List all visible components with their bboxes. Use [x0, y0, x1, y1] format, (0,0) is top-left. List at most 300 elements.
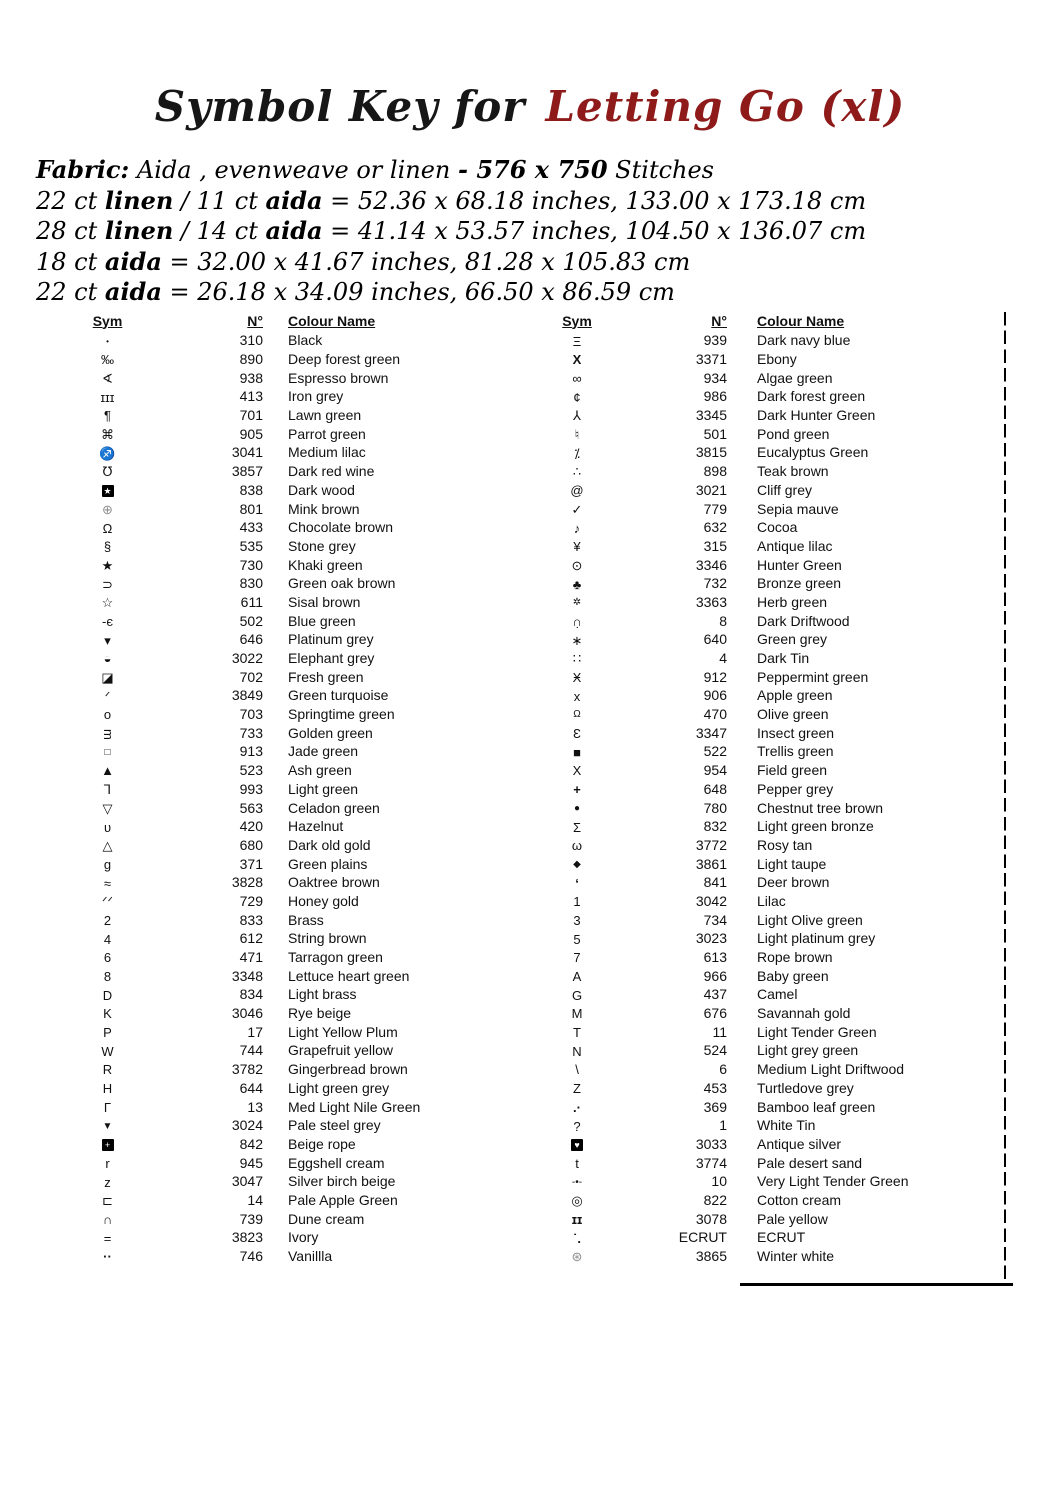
- colour-name-cell: Jade green: [288, 743, 359, 760]
- table-row: [552, 593, 1010, 612]
- number-cell: 954: [703, 762, 727, 779]
- stitch-symbol: +: [102, 1139, 114, 1151]
- table-row: [552, 742, 1010, 761]
- colour-name-cell: Medium lilac: [288, 444, 366, 461]
- colour-name-cell: Rye beige: [288, 1005, 352, 1022]
- stitch-symbol: A: [572, 969, 582, 985]
- dashed-right-border: [1004, 312, 1006, 1283]
- colour-name-cell: Celadon green: [288, 799, 380, 816]
- colour-name-cell: Oaktree brown: [288, 874, 380, 891]
- table-row: [80, 1022, 540, 1041]
- stitch-symbol: z: [104, 1174, 111, 1190]
- colour-name-cell: Grapefruit yellow: [288, 1042, 394, 1059]
- number-cell: 11: [712, 1023, 727, 1040]
- symbol-cell: [80, 1117, 135, 1133]
- number-cell: 471: [239, 949, 263, 966]
- colour-name-cell: Light taupe: [757, 855, 827, 872]
- symbol-cell: [552, 949, 602, 965]
- number-cell: 841: [703, 874, 727, 891]
- stitch-symbol: .·: [573, 1099, 581, 1115]
- table-row: [80, 350, 540, 369]
- stitch-symbol: ᐟᐟ: [101, 894, 113, 910]
- colour-name-cell: Dark wood: [288, 481, 355, 498]
- colour-name-cell: Light platinum grey: [757, 930, 876, 947]
- symbol-cell: [80, 538, 135, 554]
- symbol-cell: [80, 856, 135, 872]
- table-row: [80, 686, 540, 705]
- symbol-cell: [552, 912, 602, 928]
- number-cell: 905: [239, 425, 263, 442]
- number-cell: 632: [703, 519, 727, 536]
- symbol-cell: [80, 781, 135, 797]
- table-row: [80, 836, 540, 855]
- table-row: [80, 910, 540, 929]
- number-cell: 13: [247, 1098, 263, 1115]
- table-row: [552, 1191, 1010, 1210]
- symbol-cell: [552, 968, 602, 984]
- colour-name-cell: Chocolate brown: [288, 519, 394, 536]
- symbol-cell: [80, 949, 135, 965]
- symbol-cell: [552, 463, 602, 479]
- stitch-symbol: Ξ: [572, 333, 582, 349]
- number-cell: 734: [703, 911, 727, 928]
- number-cell: 3041: [231, 444, 263, 461]
- colour-name-cell: Cotton cream: [757, 1191, 842, 1208]
- symbol-cell: [552, 575, 602, 591]
- colour-name-cell: Honey gold: [288, 892, 359, 909]
- table-row: [552, 1116, 1010, 1135]
- number-cell: 310: [239, 332, 263, 349]
- number-cell: 420: [239, 818, 263, 835]
- symbol-cell: [552, 706, 602, 722]
- number-cell: 832: [703, 818, 727, 835]
- colour-name-cell: Antique silver: [757, 1135, 842, 1152]
- colour-name-cell: Platinum grey: [288, 631, 374, 648]
- symbol-cell: [80, 1042, 135, 1058]
- symbol-cell: [552, 501, 602, 517]
- number-cell: 3022: [231, 650, 263, 667]
- number-cell: 371: [239, 855, 263, 872]
- table-row: [80, 780, 540, 799]
- table-row: [80, 1228, 540, 1247]
- colour-name-cell: Herb green: [757, 593, 828, 610]
- table-row: [552, 611, 1010, 630]
- colour-name-cell: Sepia mauve: [757, 500, 839, 517]
- table-row: [552, 1041, 1010, 1060]
- stitch-symbol: -є: [102, 613, 113, 629]
- table-row: [552, 1209, 1010, 1228]
- symbol-cell: [80, 893, 135, 909]
- symbol-cell: [80, 426, 135, 442]
- colour-name-cell: Chestnut tree brown: [757, 799, 884, 816]
- colour-name-cell: Blue green: [288, 612, 356, 629]
- symbol-cell: [552, 1061, 602, 1077]
- table-row: [552, 798, 1010, 817]
- symbol-cell: [552, 1005, 602, 1021]
- number-cell: 702: [239, 668, 263, 685]
- table-row: [552, 331, 1010, 350]
- colour-name-cell: Deep forest green: [288, 351, 401, 368]
- right-table-header: [552, 310, 1010, 331]
- stitch-symbol: @: [570, 483, 584, 499]
- number-cell: 830: [239, 575, 263, 592]
- table-row: [552, 780, 1010, 799]
- stitch-symbol: Γ: [103, 1099, 112, 1115]
- page-title: [0, 82, 1060, 131]
- table-row: [80, 424, 540, 443]
- colour-name-cell: Springtime green: [288, 706, 395, 723]
- table-row: [80, 368, 540, 387]
- right-table-body: [552, 331, 1010, 1265]
- symbol-cell: [552, 444, 602, 460]
- number-cell: 3345: [695, 407, 727, 424]
- number-cell: 3024: [231, 1117, 263, 1134]
- symbol-cell: [552, 613, 602, 629]
- number-cell: 779: [703, 500, 727, 517]
- stitch-symbol: 4: [103, 931, 112, 947]
- symbol-cell: [80, 874, 135, 890]
- symbol-cell: [80, 818, 135, 834]
- colour-name-cell: Green plains: [288, 855, 368, 872]
- table-row: [80, 481, 540, 500]
- colour-name-cell: Ebony: [757, 351, 797, 368]
- stitch-symbol: K: [103, 1006, 112, 1022]
- number-cell: 729: [239, 892, 263, 909]
- symbol-cell: [80, 1005, 135, 1021]
- table-row: [80, 798, 540, 817]
- table-row: [80, 443, 540, 462]
- header-colour-name: Colour Name: [757, 312, 845, 329]
- symbol-cell: [80, 444, 135, 460]
- symbol-cell: [80, 519, 135, 535]
- colour-name-cell: Rope brown: [757, 949, 833, 966]
- colour-name-cell: Trellis green: [757, 743, 834, 760]
- colour-name-cell: Lilac: [757, 892, 786, 909]
- table-row: [552, 1135, 1010, 1154]
- stitch-symbol: H: [102, 1081, 113, 1097]
- colour-name-cell: Cliff grey: [757, 481, 812, 498]
- symbol-cell: [80, 800, 135, 816]
- table-row: [80, 1097, 540, 1116]
- colour-name-cell: Elephant grey: [288, 650, 375, 667]
- stitch-symbol: ?: [573, 1118, 581, 1134]
- symbol-cell: [552, 1155, 602, 1171]
- symbol-cell: [80, 370, 135, 386]
- stitch-symbol: T: [573, 1025, 581, 1041]
- number-cell: 701: [239, 407, 263, 424]
- colour-name-cell: Fresh green: [288, 668, 364, 685]
- number-cell: 524: [703, 1042, 727, 1059]
- colour-name-cell: Iron grey: [288, 388, 344, 405]
- table-row: [80, 462, 540, 481]
- colour-name-cell: Silver birch beige: [288, 1173, 396, 1190]
- symbol-cell: [552, 1229, 602, 1245]
- stitch-symbol: ∩̣: [572, 613, 582, 629]
- table-row: [80, 331, 540, 350]
- stitch-symbol: R: [102, 1062, 113, 1078]
- stitch-symbol: ‰: [101, 352, 114, 368]
- number-cell: 1: [719, 1117, 727, 1134]
- symbol-cell: [552, 1099, 602, 1115]
- number-cell: 912: [703, 668, 727, 685]
- table-row: [80, 985, 540, 1004]
- symbol-cell: [80, 669, 135, 685]
- stitch-symbol: \: [575, 1062, 579, 1078]
- table-row: [80, 1060, 540, 1079]
- colour-name-cell: Light grey green: [757, 1042, 859, 1059]
- symbol-cell: [80, 1248, 135, 1264]
- number-cell: 17: [247, 1023, 263, 1040]
- colour-name-cell: Antique lilac: [757, 537, 833, 554]
- number-cell: 3782: [231, 1061, 263, 1078]
- right-symbol-table: [552, 310, 1010, 1265]
- page-title-name: Letting Go (xl): [545, 82, 906, 131]
- number-cell: 640: [703, 631, 727, 648]
- symbol-cell: [552, 557, 602, 573]
- symbol-cell: [552, 388, 602, 404]
- stitch-symbol: ✓: [571, 501, 583, 517]
- table-row: [552, 424, 1010, 443]
- symbol-cell: [80, 1173, 135, 1189]
- number-cell: 898: [703, 463, 727, 480]
- number-cell: 744: [239, 1042, 263, 1059]
- fabric-line: Fabric: Aida , evenweave or linen - 576 x 750 Stitches: [36, 155, 714, 184]
- table-row: [552, 443, 1010, 462]
- fabric-line: 22 ct aida = 26.18 x 34.09 inches, 66.50 x 86.59 cm: [36, 277, 675, 307]
- number-cell: 939: [703, 332, 727, 349]
- colour-name-cell: Ivory: [288, 1229, 319, 1246]
- stitch-symbol: ◆: [573, 858, 581, 870]
- symbol-cell: [552, 930, 602, 946]
- number-cell: 913: [239, 743, 263, 760]
- symbol-cell: [552, 1248, 602, 1264]
- stitch-symbol: 1: [573, 894, 581, 910]
- table-row: [80, 649, 540, 668]
- stitch-symbol: Χ: [572, 763, 582, 779]
- number-cell: 4: [719, 650, 727, 667]
- colour-name-cell: Savannah gold: [757, 1005, 851, 1022]
- stitch-symbol: M: [571, 1006, 583, 1022]
- colour-name-cell: Golden green: [288, 724, 373, 741]
- number-cell: 437: [703, 986, 727, 1003]
- table-row: [552, 368, 1010, 387]
- number-cell: 3042: [695, 892, 727, 909]
- colour-name-cell: Eggshell cream: [288, 1154, 385, 1171]
- table-row: [552, 406, 1010, 425]
- number-cell: 834: [239, 986, 263, 1003]
- stitch-symbol: ⊙: [571, 557, 583, 573]
- symbol-cell: [80, 1024, 135, 1040]
- stitch-symbol: Ω: [573, 709, 581, 721]
- colour-name-cell: Light Tender Green: [757, 1023, 877, 1040]
- header-colour-name: Colour Name: [288, 312, 376, 329]
- number-cell: 3815: [695, 444, 727, 461]
- symbol-cell: [552, 669, 602, 685]
- number-cell: 453: [703, 1079, 727, 1096]
- number-cell: 644: [239, 1079, 263, 1096]
- table-row: [80, 406, 540, 425]
- symbol-cell: [80, 1155, 135, 1171]
- symbol-cell: [552, 856, 602, 872]
- colour-name-cell: Dark old gold: [288, 836, 371, 853]
- symbol-cell: [552, 687, 602, 703]
- stitch-symbol: Σ: [572, 819, 582, 835]
- symbol-cell: [552, 781, 602, 797]
- symbol-cell: [552, 426, 602, 442]
- number-cell: 3865: [695, 1248, 727, 1265]
- symbol-cell: [80, 463, 135, 479]
- stitch-symbol: Ω: [102, 520, 113, 536]
- colour-name-cell: Green turquoise: [288, 687, 389, 704]
- stitch-symbol: ∴: [572, 464, 582, 480]
- symbol-cell: [552, 332, 602, 348]
- stitch-symbol: ★: [103, 486, 112, 497]
- number-cell: 611: [240, 593, 263, 610]
- number-cell: 3348: [231, 967, 263, 984]
- number-cell: 3861: [695, 855, 727, 872]
- number-cell: 906: [703, 687, 727, 704]
- table-row: [552, 1153, 1010, 1172]
- number-cell: 3047: [231, 1173, 263, 1190]
- colour-name-cell: Turtledove grey: [757, 1079, 854, 1096]
- stitch-symbol: 6: [103, 950, 112, 966]
- number-cell: 680: [239, 836, 263, 853]
- table-row: [80, 1153, 540, 1172]
- stitch-symbol: ∩: [102, 1211, 113, 1227]
- stitch-symbol: X: [572, 352, 582, 368]
- colour-name-cell: Light Olive green: [757, 911, 863, 928]
- number-cell: 3347: [695, 724, 727, 741]
- colour-name-cell: Ash green: [288, 762, 352, 779]
- symbol-cell: [552, 874, 602, 890]
- table-row: [552, 705, 1010, 724]
- number-cell: 501: [703, 425, 727, 442]
- stitch-symbol: ✲: [572, 597, 582, 609]
- table-row: [552, 1172, 1010, 1191]
- table-row: [80, 929, 540, 948]
- symbol-cell: [80, 482, 135, 498]
- symbol-cell: [80, 687, 135, 703]
- table-row: [80, 1172, 540, 1191]
- number-cell: 522: [703, 743, 727, 760]
- table-row: [552, 462, 1010, 481]
- colour-name-cell: Stone grey: [288, 537, 356, 554]
- stitch-symbol: ∷: [572, 651, 582, 667]
- fabric-line: 28 ct linen / 14 ct aida = 41.14 x 53.57 inches, 104.50 x 136.07 cm: [36, 216, 867, 246]
- stitch-symbol: ∞: [572, 371, 582, 387]
- colour-name-cell: Pale desert sand: [757, 1154, 863, 1171]
- table-row: [80, 966, 540, 985]
- symbol-cell: [80, 332, 135, 348]
- table-row: [552, 686, 1010, 705]
- table-row: [552, 817, 1010, 836]
- colour-name-cell: Pale Apple Green: [288, 1191, 398, 1208]
- symbol-cell: [80, 1211, 135, 1227]
- number-cell: 3774: [695, 1154, 727, 1171]
- number-cell: 3078: [695, 1210, 727, 1227]
- symbol-cell: [552, 1173, 602, 1189]
- stitch-symbol: Ӿ: [572, 670, 582, 686]
- number-cell: 646: [239, 631, 263, 648]
- number-cell: 934: [703, 369, 727, 386]
- colour-name-cell: String brown: [288, 930, 367, 947]
- colour-name-cell: Beige rope: [288, 1135, 356, 1152]
- number-cell: 502: [239, 612, 263, 629]
- table-row: [552, 537, 1010, 556]
- symbol-cell: [80, 912, 135, 928]
- colour-name-cell: Baby green: [757, 967, 829, 984]
- table-row: [552, 387, 1010, 406]
- table-row: [552, 481, 1010, 500]
- stitch-symbol: ᐟ: [104, 688, 111, 704]
- colour-name-cell: Bamboo leaf green: [757, 1098, 876, 1115]
- number-cell: 780: [703, 799, 727, 816]
- number-cell: 739: [239, 1210, 263, 1227]
- number-cell: 890: [239, 351, 263, 368]
- symbol-cell: [552, 1136, 602, 1152]
- number-cell: 945: [239, 1154, 263, 1171]
- stitch-symbol: ▲: [101, 763, 114, 779]
- symbol-cell: [80, 407, 135, 423]
- table-row: [552, 555, 1010, 574]
- number-cell: 838: [239, 481, 263, 498]
- table-row: [552, 892, 1010, 911]
- number-cell: 730: [239, 556, 263, 573]
- stitch-symbol: ⌘: [101, 427, 114, 443]
- colour-name-cell: Brass: [288, 911, 324, 928]
- symbol-cell: [552, 1192, 602, 1208]
- table-row: [552, 1247, 1010, 1266]
- table-row: [552, 723, 1010, 742]
- symbol-cell: [552, 725, 602, 741]
- number-cell: 535: [239, 537, 263, 554]
- symbol-cell: [80, 725, 135, 741]
- number-cell: 613: [703, 949, 727, 966]
- colour-name-cell: Med Light Nile Green: [288, 1098, 421, 1115]
- table-row: [552, 910, 1010, 929]
- number-cell: ECRUT: [678, 1229, 727, 1246]
- number-cell: 648: [703, 780, 727, 797]
- table-row: [552, 649, 1010, 668]
- colour-name-cell: Peppermint green: [757, 668, 869, 685]
- symbol-cell: [80, 631, 135, 647]
- colour-name-cell: Sisal brown: [288, 593, 361, 610]
- table-row: [552, 1228, 1010, 1247]
- number-cell: 3046: [231, 1005, 263, 1022]
- symbol-cell: [80, 388, 135, 404]
- stitch-symbol: ¢: [573, 389, 581, 405]
- table-row: [80, 555, 540, 574]
- stitch-symbol: =: [103, 1230, 112, 1246]
- stitch-symbol: x: [573, 688, 581, 704]
- fabric-line: 22 ct linen / 11 ct aida = 52.36 x 68.18 inches, 133.00 x 173.18 cm: [36, 185, 867, 215]
- number-cell: 833: [239, 911, 263, 928]
- stitch-symbol: ˙.: [573, 1230, 581, 1246]
- table-row: [80, 667, 540, 686]
- stitch-symbol: ≈: [103, 875, 112, 891]
- stitch-symbol: r: [105, 1155, 110, 1171]
- stitch-symbol: ⊏: [102, 1193, 113, 1209]
- colour-name-cell: Camel: [757, 986, 798, 1003]
- table-row: [80, 854, 540, 873]
- stitch-symbol: ♮: [574, 427, 580, 443]
- stitch-symbol: ∢: [102, 371, 113, 387]
- number-cell: 3033: [695, 1135, 727, 1152]
- table-row: [80, 892, 540, 911]
- stitch-symbol: 3: [573, 912, 581, 928]
- stitch-symbol: ◎: [571, 1193, 583, 1209]
- stitch-symbol: ♥: [571, 1139, 583, 1151]
